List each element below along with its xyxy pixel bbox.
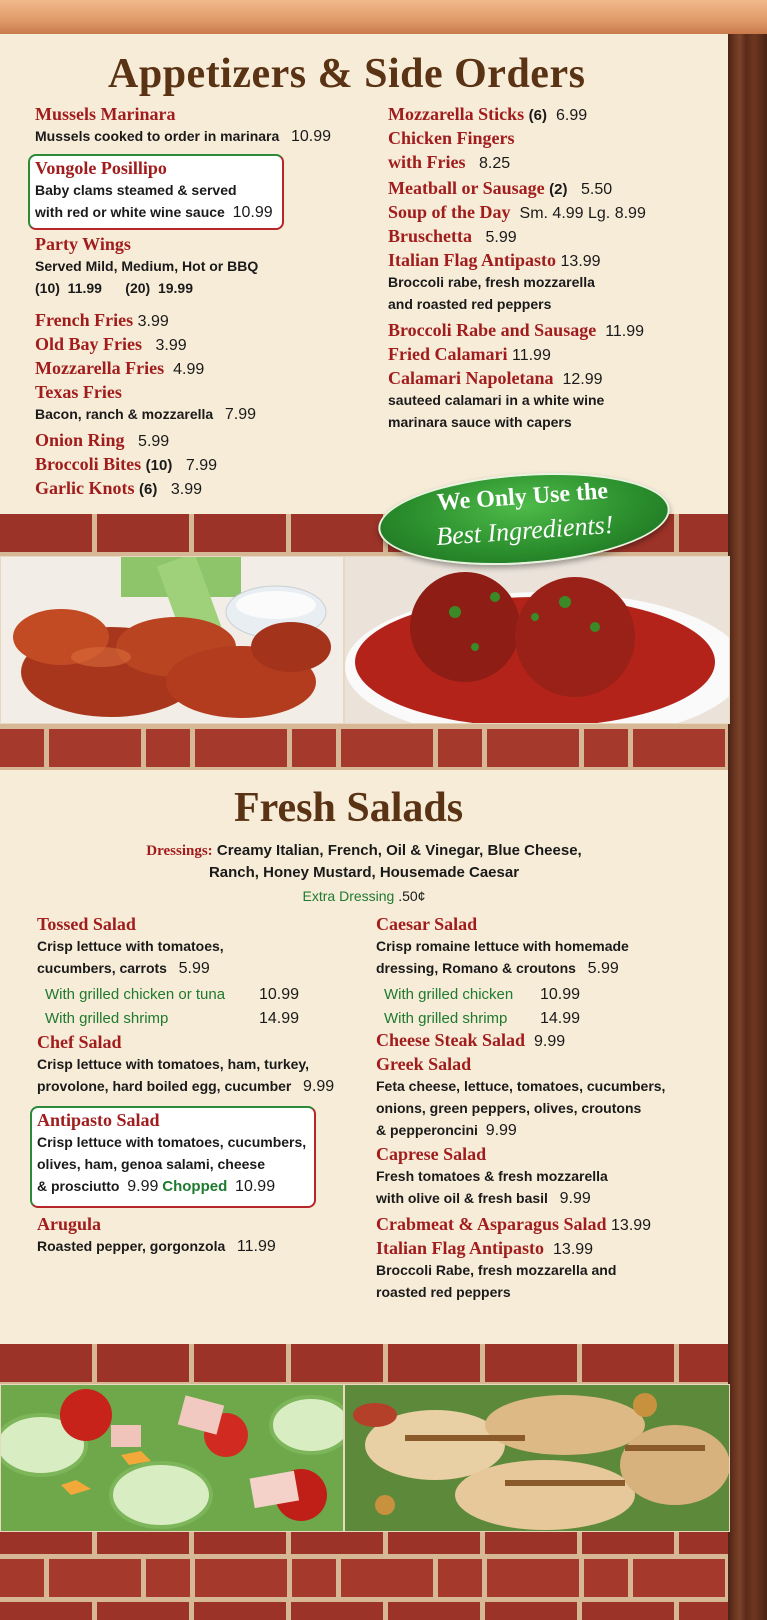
wood-frame-top (0, 0, 767, 34)
meatballs-photo (344, 556, 730, 724)
menu-item: Italian Flag Antipasto 13.99 (376, 1238, 594, 1258)
item-desc: Mussels cooked to order in marinara 10.99 (35, 128, 332, 145)
menu-item: Mozzarella Fries 4.99 (35, 358, 205, 378)
appetizers-title: Appetizers & Side Orders (108, 51, 586, 97)
menu-item: Broccoli Bites (10) 7.99 (35, 454, 217, 474)
menu-item: Mozzarella Sticks (6) 6.99 (388, 104, 588, 124)
item-desc: Bacon, ranch & mozzarella 7.99 (35, 406, 256, 423)
menu-item: Bruschetta 5.99 (388, 226, 517, 246)
tossed-salad-photo (0, 1384, 344, 1532)
menu-item: Garlic Knots (6) 3.99 (35, 478, 202, 498)
item-desc: Feta cheese, lettuce, tomatoes, cucumbers, (376, 1078, 666, 1094)
badge-line1: We Only Use the (436, 478, 609, 516)
item-name: Party Wings (35, 234, 131, 254)
item-desc: Broccoli Rabe, fresh mozzarella and (376, 1262, 617, 1278)
wings-photo (0, 556, 344, 724)
item-desc: & pepperoncini 9.99 (376, 1122, 517, 1139)
item-desc: Crisp lettuce with tomatoes, (37, 938, 224, 954)
item-name: Texas Fries (35, 382, 122, 402)
item-name: Chicken Fingers (388, 128, 515, 148)
item-desc: (10) 11.99 (20) 19.99 (35, 280, 193, 296)
item-desc: onions, green peppers, olives, croutons (376, 1100, 642, 1116)
item-desc: Crisp romaine lettuce with homemade (376, 938, 629, 954)
menu-item: Fried Calamari 11.99 (388, 344, 551, 364)
menu-item: Meatball or Sausage (2) 5.50 (388, 178, 613, 198)
salads-title: Fresh Salads (234, 785, 464, 831)
item-desc: and roasted red peppers (388, 296, 552, 312)
menu-item: Cheese Steak Salad 9.99 (376, 1030, 566, 1050)
item-name: Caprese Salad (376, 1144, 487, 1164)
item-name: Caesar Salad (376, 914, 478, 934)
option-line: With grilled chicken 10.99 (384, 986, 581, 1003)
menu-item: Soup of the Day Sm. 4.99 Lg. 8.99 (388, 202, 646, 222)
item-desc: & prosciutto 9.99 Chopped 10.99 (37, 1178, 276, 1195)
menu-item: Onion Ring 5.99 (35, 430, 170, 450)
badge-line2: Best Ingredients! (435, 509, 615, 552)
dressings-line: Dressings: Creamy Italian, French, Oil & Vinegar, Blue Cheese, (146, 842, 582, 859)
item-name: Arugula (37, 1214, 102, 1234)
extra-dressing: Extra Dressing .50¢ (302, 888, 426, 904)
item-desc: marinara sauce with capers (388, 414, 572, 430)
item-name: Mussels Marinara (35, 104, 176, 124)
item-desc: with olive oil & fresh basil 9.99 (376, 1190, 591, 1207)
item-name: Greek Salad (376, 1054, 472, 1074)
item-desc: Served Mild, Medium, Hot or BBQ (35, 258, 259, 274)
option-line: With grilled shrimp 14.99 (45, 1010, 300, 1027)
menu-item: with Fries 8.25 (388, 152, 511, 172)
item-desc: Roasted pepper, gorgonzola 11.99 (37, 1238, 276, 1255)
item-desc: Broccoli rabe, fresh mozzarella (388, 274, 595, 290)
wood-frame-right (728, 34, 767, 1620)
item-desc: with red or white wine sauce 10.99 (35, 204, 273, 221)
item-desc: roasted red peppers (376, 1284, 511, 1300)
item-desc: Crisp lettuce with tomatoes, cucumbers, (37, 1134, 307, 1150)
item-desc: Crisp lettuce with tomatoes, ham, turkey, (37, 1056, 310, 1072)
menu-item: Broccoli Rabe and Sausage 11.99 (388, 320, 645, 340)
item-desc: dressing, Romano & croutons 5.99 (376, 960, 619, 977)
menu-item: French Fries 3.99 (35, 310, 169, 330)
item-desc: olives, ham, genoa salami, cheese (37, 1156, 265, 1172)
item-name: Antipasto Salad (37, 1110, 160, 1130)
item-desc: cucumbers, carrots 5.99 (37, 960, 210, 977)
item-desc: Fresh tomatoes & fresh mozzarella (376, 1168, 608, 1184)
menu-item: Old Bay Fries 3.99 (35, 334, 187, 354)
item-desc: sauteed calamari in a white wine (388, 392, 605, 408)
menu-item: Italian Flag Antipasto 13.99 (388, 250, 601, 270)
item-name: Tossed Salad (37, 914, 136, 934)
item-desc: Baby clams steamed & served (35, 182, 237, 198)
option-line: With grilled chicken or tuna 10.99 (45, 986, 300, 1003)
menu-item: Crabmeat & Asparagus Salad 13.99 (376, 1214, 652, 1234)
chicken-salad-photo (344, 1384, 730, 1532)
option-line: With grilled shrimp 14.99 (384, 1010, 581, 1027)
item-desc: provolone, hard boiled egg, cucumber 9.99 (37, 1078, 335, 1095)
dressings-line: Ranch, Honey Mustard, Housemade Caesar (208, 864, 520, 881)
item-name: Chef Salad (37, 1032, 122, 1052)
menu-item: Calamari Napoletana 12.99 (388, 368, 603, 388)
item-name: Vongole Posillipo (35, 158, 167, 178)
